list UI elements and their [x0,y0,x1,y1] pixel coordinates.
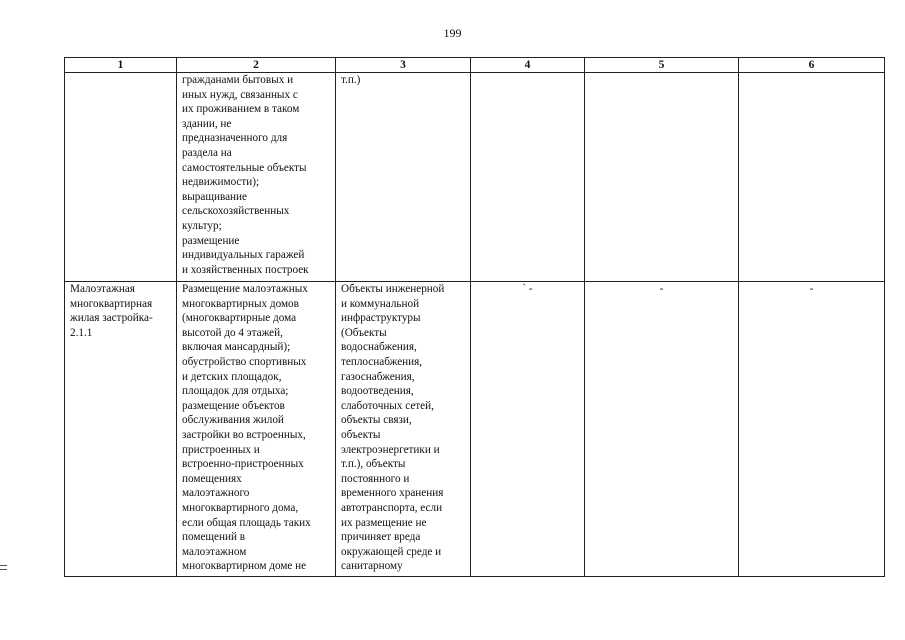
auxiliary-uses: т.п.) [341,74,361,86]
column-header-2: 2 [177,58,336,73]
table-cell [336,73,471,282]
page-number: 199 [443,26,462,40]
table-row [65,282,885,577]
zoning-table [64,57,885,577]
table-cell [471,282,585,577]
column-header-6: 6 [739,58,885,73]
column-header-4: 4 [471,58,585,73]
table-cell [177,73,336,282]
auxiliary-uses: Объекты инженерной и коммунальной инфраструктуры (Объекты водоснабжения, теплоснабжения, газоснабжения, водоотведения, слаботочных сетей, объекты связи, объекты электроэнергетики и т.п.), объекты постоянного и временного хранения автотранспорта, если их размещение не причиняет вреда окружающей среде и санитарному [341,283,445,573]
table-row [65,73,885,282]
table-cell [739,73,885,282]
table-cell [585,73,739,282]
table-header-row [65,58,885,73]
land-use-description: гражданами бытовых и иных нужд, связанных с их проживанием в таком здании, не предназначенного для раздела на самостоятельные объекты недвижимости); выращивание сельскохозяйственных культур; размещение индивидуальных гаражей и хозяйственных построек [182,74,309,276]
table-cell [65,73,177,282]
column-6-value: - [809,283,814,295]
table-cell [336,282,471,577]
column-4-value: ` - [522,283,533,295]
table-cell [471,73,585,282]
table-cell [65,282,177,577]
table-cell [585,282,739,577]
land-use-name: Малоэтажная многоквартирная жилая застройка- 2.1.1 [70,283,153,339]
column-header-1: 1 [65,58,177,73]
column-header-3: 3 [336,58,471,73]
column-header-5: 5 [585,58,739,73]
column-5-value: - [659,283,664,295]
land-use-description: Размещение малоэтажных многоквартирных домов (многоквартирные дома высотой до 4 этажей, включая мансардный); обустройство спортивных и детских площадок, площадок для отдыха; размещение объектов обслуживания жилой застройки во встроенных, пристроенных и встроенно-пристроенных помещениях малоэтажного многоквартирного дома, если общая площадь таких помещений в малоэтажном многоквартирном доме не [182,283,311,573]
table-cell [177,282,336,577]
margin-mark [0,565,7,570]
table-cell [739,282,885,577]
